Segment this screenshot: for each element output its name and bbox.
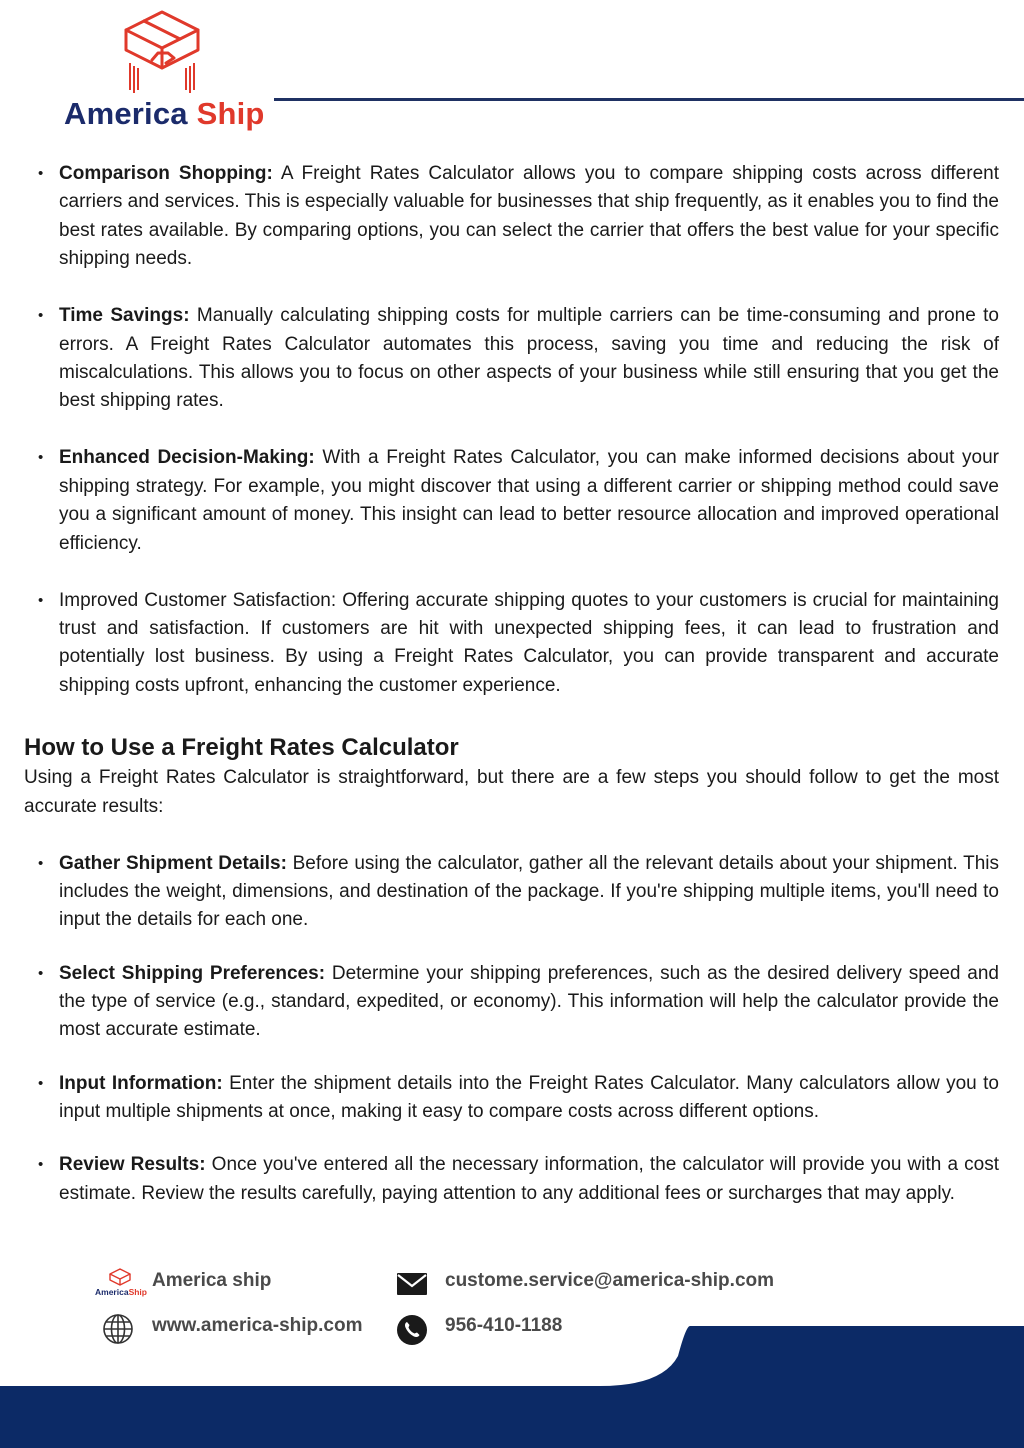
list-item xyxy=(24,850,999,935)
brand-name-america: America xyxy=(64,96,188,131)
envelope-icon xyxy=(396,1272,428,1296)
section-intro: Using a Freight Rates Calculator is straightforward, but there are a few steps you should follow to get the most accurate results: xyxy=(24,767,999,817)
footer-phone[interactable]: 956-410-1188 xyxy=(445,1315,563,1336)
list-item-text: With a Freight Rates Calculator, you can make informed decisions about your shipping strategy. For example, you might discover that using a different carrier or shipping method could save you a significant amount of money. This insight can lead to better resource allocation and improved operational efficiency. xyxy=(59,447,999,554)
list-item xyxy=(24,444,999,558)
list-item-title: Review Results: xyxy=(59,1154,206,1176)
list-item xyxy=(24,960,999,1045)
list-item xyxy=(24,160,999,274)
list-item-text: Manually calculating shipping costs for multiple carriers can be time-consuming and prone to errors. A Freight Rates Calculator automates this process, saving you time and reducing the risk of miscalculations. This allows you to focus on other aspects of your business while still ensuring that you get the best shipping rates. xyxy=(59,305,999,412)
list-item-title: Comparison Shopping: xyxy=(59,163,273,184)
list-item-title: Select Shipping Preferences: xyxy=(59,962,326,984)
brand-wordmark xyxy=(64,96,265,132)
footer-company: America ship xyxy=(152,1270,272,1291)
box-logo-icon xyxy=(120,8,204,94)
list-item-title: Time Savings: xyxy=(59,305,190,327)
section-heading: How to Use a Freight Rates Calculator xyxy=(24,734,459,762)
list-item-title: Input Information: xyxy=(59,1072,223,1094)
brand-name-ship: Ship xyxy=(196,96,265,131)
benefits-list xyxy=(24,160,999,700)
list-item xyxy=(24,302,999,416)
list-item-text: Before using the calculator, gather all the relevant details about your shipment. This includes the weight, dimensions, and destination of the package. If you're shipping multiple items, you'll need to input the details for each one. xyxy=(59,852,999,931)
footer-band xyxy=(0,1386,1024,1448)
box-logo-icon xyxy=(94,1267,148,1301)
list-item-text: Enter the shipment details into the Freight Rates Calculator. Many calculators allow you to input multiple shipments at once, making it easy to compare costs across different options. xyxy=(59,1072,999,1123)
list-item-text: Improved Customer Satisfaction: Offering accurate shipping quotes to your customers is crucial for maintaining trust and satisfaction. If customers are hit with unexpected shipping fees, it can lead to frustration and potentially lost business. By using a Freight Rates Calculator, you can provide transparent and accurate shipping costs upfront, enhancing the customer experience. xyxy=(59,589,999,696)
footer-logo-wordmark: AmericaShip xyxy=(95,1287,147,1297)
phone-icon xyxy=(396,1314,428,1346)
list-item xyxy=(24,1070,999,1127)
globe-icon xyxy=(102,1313,134,1345)
brand-logo xyxy=(60,8,270,138)
list-item-text: A Freight Rates Calculator allows you to compare shipping costs across different carriers and services. This is especially valuable for businesses that ship frequently, as it enables you to find the best rates available. By comparing options, you can select the carrier that offers the best value for your specific shipping needs. xyxy=(59,163,999,270)
list-item xyxy=(24,587,999,701)
footer-email[interactable]: custome.service@america-ship.com xyxy=(445,1270,775,1291)
list-item-text: Determine your shipping preferences, such as the desired delivery speed and the type of service (e.g., standard, expedited, or economy). This information will help the calculator provide the most accurate estimate. xyxy=(59,962,1000,1041)
list-item xyxy=(24,1151,999,1208)
list-item-title: Gather Shipment Details: xyxy=(59,852,287,874)
list-item-title: Enhanced Decision-Making: xyxy=(59,447,315,469)
steps-list xyxy=(24,850,999,1208)
document-body xyxy=(24,160,999,1208)
list-item-text: Once you've entered all the necessary information, the calculator will provide you with a cost estimate. Review the results carefully, paying attention to any additional fees or surcharges that may apply. xyxy=(59,1154,999,1204)
footer-website[interactable]: www.america-ship.com xyxy=(152,1315,363,1336)
header-divider xyxy=(274,98,1024,101)
